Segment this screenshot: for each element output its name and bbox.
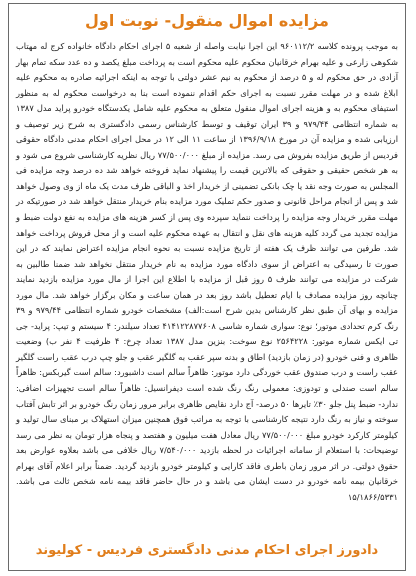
notice-body: به موجب پرونده کلاسه ۹۶۰۱۱۲/۲ این اجرا نیابت واصله از شعبه ۵ اجرای احکام دادگاه خانواده کرج له مهتاب شکوهی زارعی و علیه بهرام خرقانیان محکوم علیه محکوم است به پرداخت مبلغ یکصد و ده عدد سکه تمام بهار آزادی در حق محکوم له و ۵ درصد از محکوم به نیم عشر دولتی با توجه به اینکه اجرائیه صادره به محکوم علیه ابلاغ شده و در مهلت مقرر نسبت به اجرای حکم اقدام ننموده است بنا به درخواست محکوم له به منظور استیفای محکوم به و هزینه اجرای اموال منقول متعلق به محکوم علیه شامل یکدستگاه خودرو پراید مدل ۱۳۸۷ به شماره انتظامی ۹۷۹/۴۴ و ۳۹ ایران توقیف و توسط کارشناس رسمی دادگستری به شرح زیر توصیف و ارزیابی شده و مزایده آن در مورخ ۱۳۹۶/۹/۱۸ از ساعت ۱۱ الی ۱۲ در محل اجرای احکام مدنی دادگاه حقوقی فردیس از طریق مزایده بفروش می رسد. مزایده از مبلغ ۷۷/۵۰۰/۰۰۰ ریال نظریه کارشناسی شروع می شود و به هر شخص حقیقی و حقوقی که بالاترین قیمت را پیشنهاد نماید فروخته خواهد شد ده درصد وجه مزایده فی المجلس به صورت وجه نقد یا چک بانکی تضمینی از خریدار اخذ و الباقی ظرف مدت یک ماه از وی وصول خواهد شد و پس از انجام مراحل قانونی و صدور حکم تملیک مورد مزایده بنام خریدار منتقل خواهد شد در صورتیکه در مهلت مقرر خریدار وجه مزایده را پرداخت ننماید سپرده وی پس از کسر هزینه های مزایده به نفع دولت ضبط و مزایده تجدید می گردد کلیه هزینه های نقل و انتقال به عهده محکوم علیه است و از محل فروش پرداخت خواهد شد. طرفین می توانند ظرف یک هفته از تاریخ مزایده نسبت به نحوه انجام مزایده اعتراض نمایند که در این صورت تا رسیدگی به اعتراض از سوی دادگاه مورد مزایده به نام خریدار منتقل نخواهد شد ضمنا طالبین به شرکت در مزایده می توانند ظرف ۵ روز قبل از مزایده با اطلاع این اجرا از مال مورد مزایده بازدید نمایند چنانچه روز مزایده مصادف با ایام تعطیل باشد روز بعد در همان ساعت و مکان برگزار خواهد شد. مال مورد مزایده و بهای آن طبق نظر کارشناس بدین شرح است:الف) مشخصات خودرو شماره انتظامی ۹۷۹/۴۴ و ۳۹ رنگ کرم تحدادی موتور؛ نوع: سواری شماره شاسی ۴۱۴۱۲۲۸۷۷۶۰۸ تعداد سیلندر: ۴ سیستم و تیپ: پراید- جی تی ایکس شماره موتور: ۲۵۶۴۲۲۸ نوع سوخت: بنزین مدل ۱۳۸۷ تعداد چرخ: ۴ ظرفیت ۴ نفر ب) وضعیت ظاهری و فنی خودرو (در زمان بازدید) اطاق و بدنه سپر عقب به گلگیر عقب و جلو چپ درب عقب راست گلگیر عقب راست و درب صندوق عقب خوردگی دارد موتور: ظاهراً سالم است داشبورد: سالم است گیربکس: ظاهراً سالم است صندلی و تودوزی: معمولی رنگ رنگ شده است دیفرانسیل: ظاهراً سالم است تجهیزات اضافی: ندارد- ضبط پنل جلو ۳۰٪ تایرها ۵۰ درصد- آج دارد نقایص ظاهری برابر مرور زمان رنگ خودرو بر اثر تابش آفتاب سوخته و نیاز به رنگ دارد نتیجه کارشناسی با توجه به مراتب فوق همچنین میزان استهلاک بر مبنای سال تولید و کیلومتر کارکرد خودرو مبلغ ۷۷/۵۰۰/۰۰۰ ریال معادل هفت میلیون و هفتصد و پنجاه هزار تومان به نظر می رسد توضیحات: با استعلام از سامانه اجرائیات در لحظه بازدید ۷/۵۴۰/۰۰۰ ریال خلافی می باشد بعلاوه عوارض بعد حقوق دولتی. در اثر مرور زمان باطری فاقد کارایی و کیلومتر خودرو بازدید گردید. ضمناً برابر اعلام آقای بهرام خرقانیان بیمه نامه خودرو در دست ایشان می باشد و در حال حاضر فاقد بیمه نامه شخص ثالث می باشد. ۱۵/۱۸۶۶/۵۳۳۱ [16, 41, 399, 502]
notice-title: مزایده اموال منقول- نوبت اول [85, 11, 329, 30]
notice-signature: دادورز اجرای احکام مدنی دادگستری فردیس - کولیوند [35, 543, 379, 558]
notice-frame [8, 3, 406, 571]
